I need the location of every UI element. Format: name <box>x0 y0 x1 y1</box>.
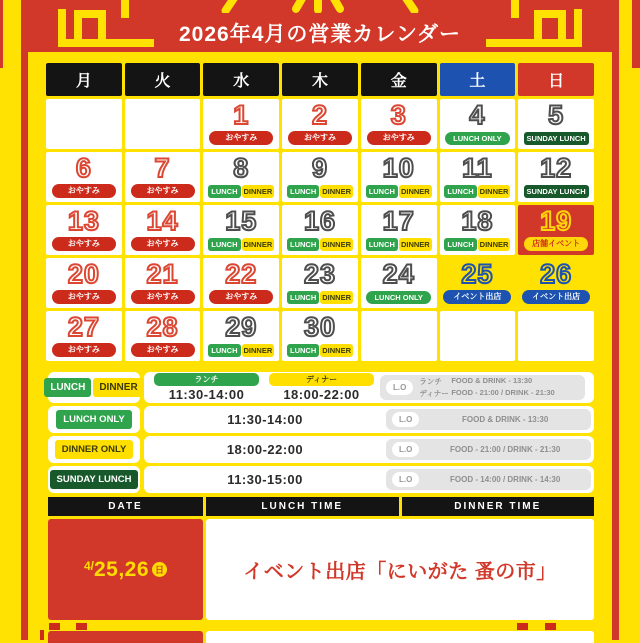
legend-chip: LUNCH ONLY <box>56 410 131 429</box>
day-cell-11 <box>440 152 516 202</box>
badge-row <box>52 290 116 304</box>
day-number: 28 <box>146 312 179 342</box>
day-number: 21 <box>146 259 179 289</box>
weekday-header-2: 水 <box>203 63 279 96</box>
status-badge: DINNER <box>399 238 432 252</box>
status-badge: おやすみ <box>52 237 116 251</box>
day-number: 16 <box>303 206 337 236</box>
status-badge: DINNER <box>320 291 353 305</box>
day-cell-24 <box>361 258 437 308</box>
col-header-date: DATE <box>48 497 203 516</box>
time-slot <box>269 373 374 402</box>
status-badge: おやすみ <box>131 184 195 198</box>
day-cell-17 <box>361 205 437 255</box>
legend-row-0 <box>48 372 594 403</box>
last-order-line-value: FOOD - 21:00 / DRINK - 21:30 <box>451 388 555 397</box>
legend-chip: SUNDAY LUNCH <box>50 470 139 489</box>
badge-row <box>366 185 432 199</box>
calendar-grid <box>46 63 594 361</box>
day-cell-empty <box>361 311 437 361</box>
status-badge: LUNCH <box>208 238 240 252</box>
time-text: 11:30-14:00 <box>168 387 245 402</box>
event-date-days: 25,26 <box>93 557 150 581</box>
day-cell-7 <box>125 152 201 202</box>
day-cell-2 <box>282 99 358 149</box>
status-badge: SUNDAY LUNCH <box>524 132 589 146</box>
status-badge: LUNCH <box>287 291 319 305</box>
col-header-lunch-time: LUNCH TIME <box>206 497 399 516</box>
day-number: 13 <box>67 206 100 236</box>
day-number: 20 <box>67 259 100 289</box>
badge-row <box>366 238 432 252</box>
event-row-partial <box>48 631 594 643</box>
day-number: 14 <box>146 206 179 236</box>
time-slot <box>154 373 259 402</box>
badge-row <box>52 237 116 251</box>
badge-row <box>287 185 353 199</box>
badge-row <box>524 237 588 251</box>
legend-detail <box>144 436 594 463</box>
legend-detail <box>144 406 594 433</box>
last-order-line-label: ディナー <box>419 389 449 398</box>
last-order-text: FOOD & DRINK - 13:30 <box>462 415 549 424</box>
event-table <box>48 497 594 643</box>
hours-legend <box>48 372 594 493</box>
day-cell-18 <box>440 205 516 255</box>
badge-row <box>287 238 353 252</box>
day-number: 12 <box>540 153 573 183</box>
last-order-line <box>419 388 579 399</box>
day-number: 23 <box>303 259 337 289</box>
last-order-label: L.O <box>392 412 419 427</box>
event-date-cell <box>48 519 203 620</box>
status-badge: おやすみ <box>131 237 195 251</box>
legend-chip-box <box>48 372 140 403</box>
badge-row <box>131 184 195 198</box>
badge-row <box>443 290 511 304</box>
day-number: 22 <box>225 259 258 289</box>
time-text: 18:00-22:00 <box>283 387 360 402</box>
day-cell-13 <box>46 205 122 255</box>
status-badge: DINNER <box>242 238 275 252</box>
last-order-box <box>386 409 591 430</box>
day-cell-30 <box>282 311 358 361</box>
time-text: 11:30-15:00 <box>227 472 303 487</box>
legend-chip-box <box>48 436 140 463</box>
time-text: 18:00-22:00 <box>226 442 304 457</box>
day-number: 4 <box>469 100 486 130</box>
badge-row <box>208 344 274 358</box>
badge-row <box>524 132 589 146</box>
last-order-line <box>419 376 579 387</box>
time-pill: ランチ <box>154 373 259 386</box>
last-order-box <box>386 469 591 490</box>
day-number: 25 <box>461 259 494 289</box>
day-cell-6 <box>46 152 122 202</box>
status-badge: LUNCH ONLY <box>445 132 509 146</box>
status-badge: LUNCH <box>366 238 398 252</box>
badge-row <box>444 238 510 252</box>
badge-row <box>52 184 116 198</box>
badge-row <box>444 185 510 199</box>
badge-row <box>366 291 430 305</box>
day-cell-23 <box>282 258 358 308</box>
status-badge: DINNER <box>320 344 353 358</box>
day-cell-empty <box>440 311 516 361</box>
badge-row <box>131 290 195 304</box>
day-cell-28 <box>125 311 201 361</box>
day-cell-26 <box>518 258 594 308</box>
badge-row <box>445 132 509 146</box>
legend-chip-box <box>48 466 140 493</box>
time-pill: ディナー <box>269 373 374 386</box>
day-number: 18 <box>461 206 494 236</box>
day-cell-8 <box>203 152 279 202</box>
day-cell-1 <box>203 99 279 149</box>
badge-row <box>131 237 195 251</box>
legend-chip: DINNER ONLY <box>55 440 134 459</box>
legend-row-2 <box>48 436 594 463</box>
status-badge: LUNCH <box>444 238 476 252</box>
weekday-header-5: 土 <box>440 63 516 96</box>
day-cell-9 <box>282 152 358 202</box>
day-cell-22 <box>203 258 279 308</box>
left-frame-stripe <box>21 0 28 640</box>
day-number: 3 <box>390 100 407 130</box>
status-badge: DINNER <box>478 238 511 252</box>
day-number: 8 <box>233 153 250 183</box>
last-order-text: FOOD - 14:00 / DRINK - 14:30 <box>450 475 561 484</box>
status-badge: DINNER <box>320 185 353 199</box>
badge-row <box>208 238 274 252</box>
day-cell-25 <box>440 258 516 308</box>
day-number: 5 <box>548 100 565 130</box>
event-row <box>48 519 594 620</box>
status-badge: LUNCH <box>366 185 398 199</box>
day-cell-empty <box>518 311 594 361</box>
status-badge: おやすみ <box>209 290 273 304</box>
day-number: 27 <box>67 312 100 342</box>
day-cell-29 <box>203 311 279 361</box>
day-number: 1 <box>233 100 250 130</box>
badge-row <box>131 343 195 357</box>
badge-row <box>288 131 352 145</box>
header-banner <box>21 0 619 52</box>
last-order-line-label: ランチ <box>419 377 442 386</box>
weekday-header-3: 木 <box>282 63 358 96</box>
event-description: イベント出店「にいがた 蚤の市」 <box>206 519 594 620</box>
status-badge: DINNER <box>399 185 432 199</box>
status-badge: LUNCH <box>287 185 319 199</box>
day-number: 9 <box>311 153 328 183</box>
legend-detail <box>144 372 594 403</box>
status-badge: おやすみ <box>131 290 195 304</box>
status-badge: おやすみ <box>209 131 273 145</box>
day-number: 17 <box>382 206 415 236</box>
day-cell-20 <box>46 258 122 308</box>
legend-chip-box <box>48 406 140 433</box>
last-order-box <box>386 439 591 460</box>
last-order-label: L.O <box>386 380 413 395</box>
badge-row <box>524 185 589 199</box>
status-badge: LUNCH <box>208 185 240 199</box>
sunday-circle-mark: 日 <box>152 562 167 577</box>
day-cell-10 <box>361 152 437 202</box>
legend-detail <box>144 466 594 493</box>
event-description-partial <box>206 631 594 643</box>
frame-corner-left <box>0 0 3 68</box>
last-order-box <box>380 375 585 400</box>
status-badge: LUNCH <box>444 185 476 199</box>
day-cell-3 <box>361 99 437 149</box>
status-badge: おやすみ <box>131 343 195 357</box>
frame-bottom-ornament <box>40 630 44 640</box>
status-badge: LUNCH ONLY <box>366 291 430 305</box>
event-date-cell-partial <box>48 631 203 643</box>
status-badge: おやすみ <box>52 290 116 304</box>
last-order-lines <box>419 376 579 399</box>
event-date-month: 4/ <box>83 558 94 573</box>
logo-partial-icon <box>210 0 430 13</box>
badge-row <box>287 291 353 305</box>
status-badge: おやすみ <box>52 184 116 198</box>
day-cell-15 <box>203 205 279 255</box>
badge-row <box>52 343 116 357</box>
last-order-text: FOOD - 21:00 / DRINK - 21:30 <box>450 445 561 454</box>
col-header-dinner-time: DINNER TIME <box>402 497 595 516</box>
day-number: 26 <box>540 259 573 289</box>
status-badge: DINNER <box>242 344 275 358</box>
badge-row <box>208 185 274 199</box>
legend-row-1 <box>48 406 594 433</box>
right-frame-stripe <box>612 0 619 640</box>
day-cell-21 <box>125 258 201 308</box>
day-cell-14 <box>125 205 201 255</box>
day-cell-empty <box>46 99 122 149</box>
weekday-header-6: 日 <box>518 63 594 96</box>
day-number: 7 <box>154 153 171 183</box>
last-order-line-value: FOOD & DRINK - 13:30 <box>451 376 533 385</box>
day-number: 29 <box>225 312 258 342</box>
day-cell-19 <box>518 205 594 255</box>
day-number: 30 <box>303 312 337 342</box>
page-title: 2026年4月の営業カレンダー <box>178 23 462 46</box>
day-cell-27 <box>46 311 122 361</box>
day-cell-16 <box>282 205 358 255</box>
day-number: 24 <box>382 259 415 289</box>
status-badge: DINNER <box>478 185 511 199</box>
weekday-header-1: 火 <box>125 63 201 96</box>
status-badge: LUNCH <box>287 344 319 358</box>
weekday-header-0: 月 <box>46 63 122 96</box>
legend-row-3 <box>48 466 594 493</box>
badge-row <box>209 131 273 145</box>
status-badge: イベント出店 <box>522 290 590 304</box>
status-badge: イベント出店 <box>443 290 511 304</box>
day-cell-4 <box>440 99 516 149</box>
badge-row <box>522 290 590 304</box>
event-table-header <box>48 497 594 516</box>
day-number: 10 <box>382 153 415 183</box>
day-cell-empty <box>125 99 201 149</box>
status-badge: おやすみ <box>288 131 352 145</box>
day-cell-5 <box>518 99 594 149</box>
frame-ornament-band <box>48 620 594 631</box>
legend-chip: LUNCH <box>44 378 91 397</box>
badge-row <box>367 131 431 145</box>
status-badge: おやすみ <box>367 131 431 145</box>
day-number: 6 <box>75 153 92 183</box>
weekday-header-4: 金 <box>361 63 437 96</box>
status-badge: おやすみ <box>52 343 116 357</box>
badge-row <box>209 290 273 304</box>
time-text: 11:30-14:00 <box>227 412 303 427</box>
day-cell-12 <box>518 152 594 202</box>
status-badge: DINNER <box>320 238 353 252</box>
status-badge: SUNDAY LUNCH <box>524 185 589 199</box>
status-badge: DINNER <box>242 185 275 199</box>
day-number: 11 <box>462 153 493 183</box>
last-order-label: L.O <box>392 472 419 487</box>
frame-corner-right <box>632 0 640 68</box>
badge-row <box>287 344 353 358</box>
status-badge: 店舗イベント <box>524 237 588 251</box>
day-number: 15 <box>225 206 258 236</box>
day-number: 2 <box>311 100 328 130</box>
status-badge: LUNCH <box>208 344 240 358</box>
legend-chip: DINNER <box>93 378 143 397</box>
last-order-label: L.O <box>392 442 419 457</box>
day-number: 19 <box>540 206 573 236</box>
status-badge: LUNCH <box>287 238 319 252</box>
